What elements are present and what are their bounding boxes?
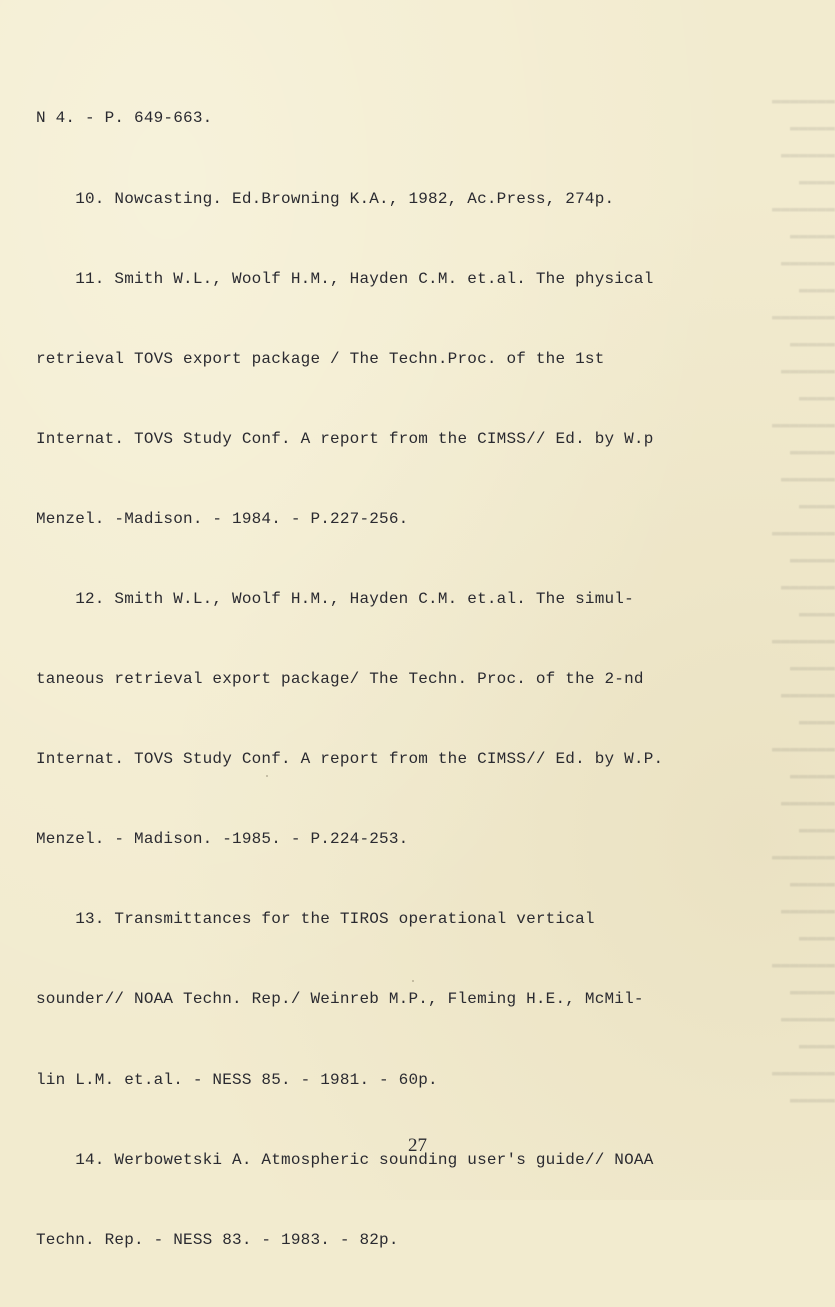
reference-list [36, 52, 756, 1307]
page-number: 27 [408, 1135, 427, 1156]
reference-line: 13. Transmittances for the TIROS operational vertical [36, 910, 595, 929]
reference-line: Menzel. -Madison. - 1984. - P.227-256. [36, 509, 409, 528]
reference-line: 14. Werbowetski A. Atmospheric sounding user's guide// NOAA [36, 1150, 654, 1169]
paper-speck [412, 980, 414, 982]
reference-line: 11. Smith W.L., Woolf H.M., Hayden C.M. et.al. The physical [36, 269, 654, 288]
reference-line: Techn. Rep. - NESS 83. - 1983. - 82p. [36, 1230, 399, 1249]
reference-line: 12. Smith W.L., Woolf H.M., Hayden C.M. et.al. The simul- [36, 589, 634, 608]
reference-line: Menzel. - Madison. -1985. - P.224-253. [36, 830, 409, 849]
bleed-through-texture: ▬▬▬▬▬▬▬ ▬▬▬▬▬ ▬▬▬▬▬▬ ▬▬▬▬ ▬▬▬▬▬▬▬ ▬▬▬▬▬ ▬▬▬▬▬▬ ▬▬▬▬ ▬▬▬▬▬▬▬ ▬▬▬▬▬ ▬▬▬▬▬▬ ▬▬▬▬ ▬▬▬▬▬▬▬ ▬▬▬▬▬ ▬▬▬▬▬▬ ▬▬▬▬ ▬▬▬▬▬▬▬ ▬▬▬▬▬ ▬▬▬▬▬▬ ▬▬▬▬ ▬▬▬▬▬▬▬ ▬▬▬▬▬ ▬▬▬▬▬▬ ▬▬▬▬ ▬▬▬▬▬▬▬ ▬▬▬▬▬ ▬▬▬▬▬▬ ▬▬▬▬ ▬▬▬▬▬▬▬ ▬▬▬▬▬ ▬▬▬▬▬▬ ▬▬▬▬ ▬▬▬▬▬▬▬ ▬▬▬▬▬ ▬▬▬▬▬▬ ▬▬▬▬ ▬▬▬▬▬▬▬ ▬▬▬▬▬ [771, 92, 835, 1108]
reference-line: N 4. - P. 649-663. [36, 109, 213, 128]
reference-line: sounder// NOAA Techn. Rep./ Weinreb M.P., Fleming H.E., McMil- [36, 990, 644, 1009]
reference-line: 10. Nowcasting. Ed.Browning K.A., 1982, Ac.Press, 274p. [36, 189, 615, 208]
reference-line: Internat. TOVS Study Conf. A report from the CIMSS// Ed. by W.P. [36, 750, 664, 769]
reference-line: retrieval TOVS export package / The Techn.Proc. of the 1st [36, 349, 605, 368]
reference-line: Internat. TOVS Study Conf. A report from the CIMSS// Ed. by W.p [36, 429, 654, 448]
paper-speck [266, 775, 268, 777]
reference-line: lin L.M. et.al. - NESS 85. - 1981. - 60p. [36, 1070, 438, 1089]
reference-line: taneous retrieval export package/ The Techn. Proc. of the 2-nd [36, 670, 644, 689]
